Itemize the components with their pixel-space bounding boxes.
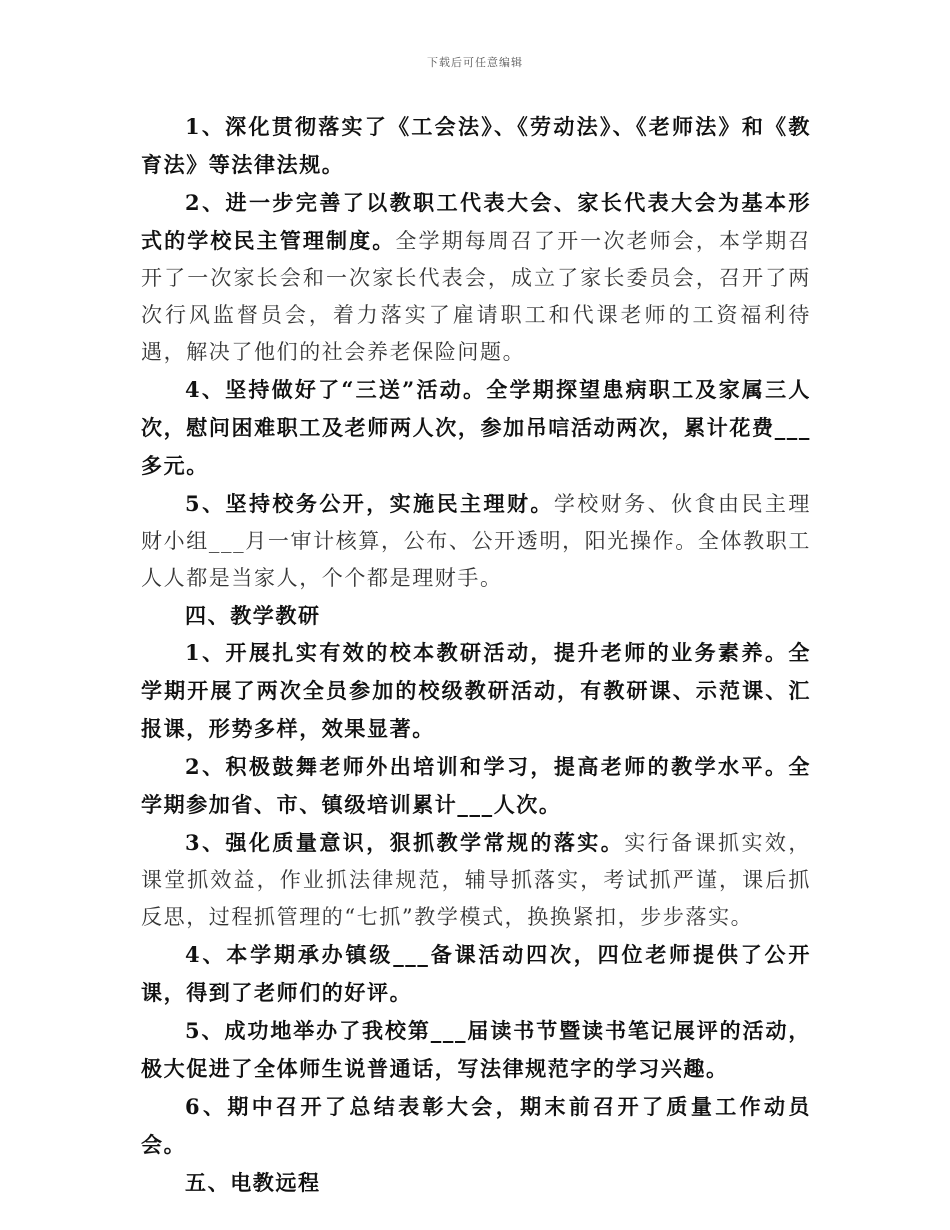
section-4-heading: 四、教学教研 bbox=[185, 603, 321, 628]
paragraph-5 bbox=[141, 485, 811, 597]
header-note: 下载后可任意编辑 bbox=[427, 56, 523, 69]
section-4-item-3-bold: 3、强化质量意识，狠抓教学常规的落实。 bbox=[185, 830, 625, 855]
paragraph-2-bold: 2、进一步完善了以教职工代表大会、家长代表大会为基本形式的学校民主管理制度。 bbox=[141, 190, 811, 253]
section-4-item-6 bbox=[141, 1088, 811, 1164]
section-4-item-3 bbox=[141, 824, 811, 936]
paragraph-4-bold: 4、坚持做好了“三送”活动。全学期探望患病职工及家属三人次，慰问困难职工及老师两人次，参加吊唁活动两次，累计花费___多元。 bbox=[141, 377, 811, 478]
paragraph-1 bbox=[141, 108, 811, 184]
section-4-item-5 bbox=[141, 1012, 811, 1088]
section-4-item-5-bold: 5、成功地举办了我校第___届读书节暨读书笔记展评的活动，极大促进了全体师生说普通话，写法律规范字的学习兴趣。 bbox=[141, 1018, 811, 1081]
paragraph-1-bold: 1、深化贯彻落实了《工会法》、《劳动法》、《老师法》和《教育法》等法律法规。 bbox=[141, 114, 811, 177]
paragraph-2 bbox=[141, 184, 811, 371]
section-4-item-3-normal: 实行备课抓实效，课堂抓效益，作业抓法律规范，辅导抓落实，考试抓严谨，课后抓反思，过程抓管理的“七抓”教学模式，换换紧扣，步步落实。 bbox=[141, 831, 811, 929]
paragraph-5-normal: 学校财务、伙食由民主理财小组___月一审计核算，公布、公开透明，阳光操作。全体教职工人人都是当家人，个个都是理财手。 bbox=[141, 492, 811, 590]
section-4-item-1-bold: 1、开展扎实有效的校本教研活动，提升老师的业务素养。全学期开展了两次全员参加的校级教研活动，有教研课、示范课、汇报课，形势多样，效果显著。 bbox=[141, 640, 811, 741]
section-4-item-4 bbox=[141, 936, 811, 1012]
paragraph-2-normal: 全学期每周召了开一次老师会，本学期召开了一次家长会和一次家长代表会，成立了家长委员会，召开了两次行风监督员会，着力落实了雇请职工和代课老师的工资福利待遇，解决了他们的社会养老保险问题。 bbox=[141, 229, 811, 364]
section-4-item-2 bbox=[141, 748, 811, 824]
paragraph-5-bold: 5、坚持校务公开，实施民主理财。 bbox=[185, 491, 554, 516]
section-4-item-2-bold: 2、积极鼓舞老师外出培训和学习，提高老师的教学水平。全学期参加省、市、镇级培训累计___人次。 bbox=[141, 754, 811, 817]
document-body bbox=[141, 108, 811, 1201]
section-4-item-6-bold: 6、期中召开了总结表彰大会，期末前召开了质量工作动员会。 bbox=[141, 1094, 811, 1157]
section-4-item-1 bbox=[141, 634, 811, 748]
paragraph-4 bbox=[141, 371, 811, 485]
section-4-item-4-bold: 4、本学期承办镇级___备课活动四次，四位老师提供了公开课，得到了老师们的好评。 bbox=[141, 942, 811, 1005]
section-5-heading: 五、电教远程 bbox=[185, 1170, 321, 1195]
